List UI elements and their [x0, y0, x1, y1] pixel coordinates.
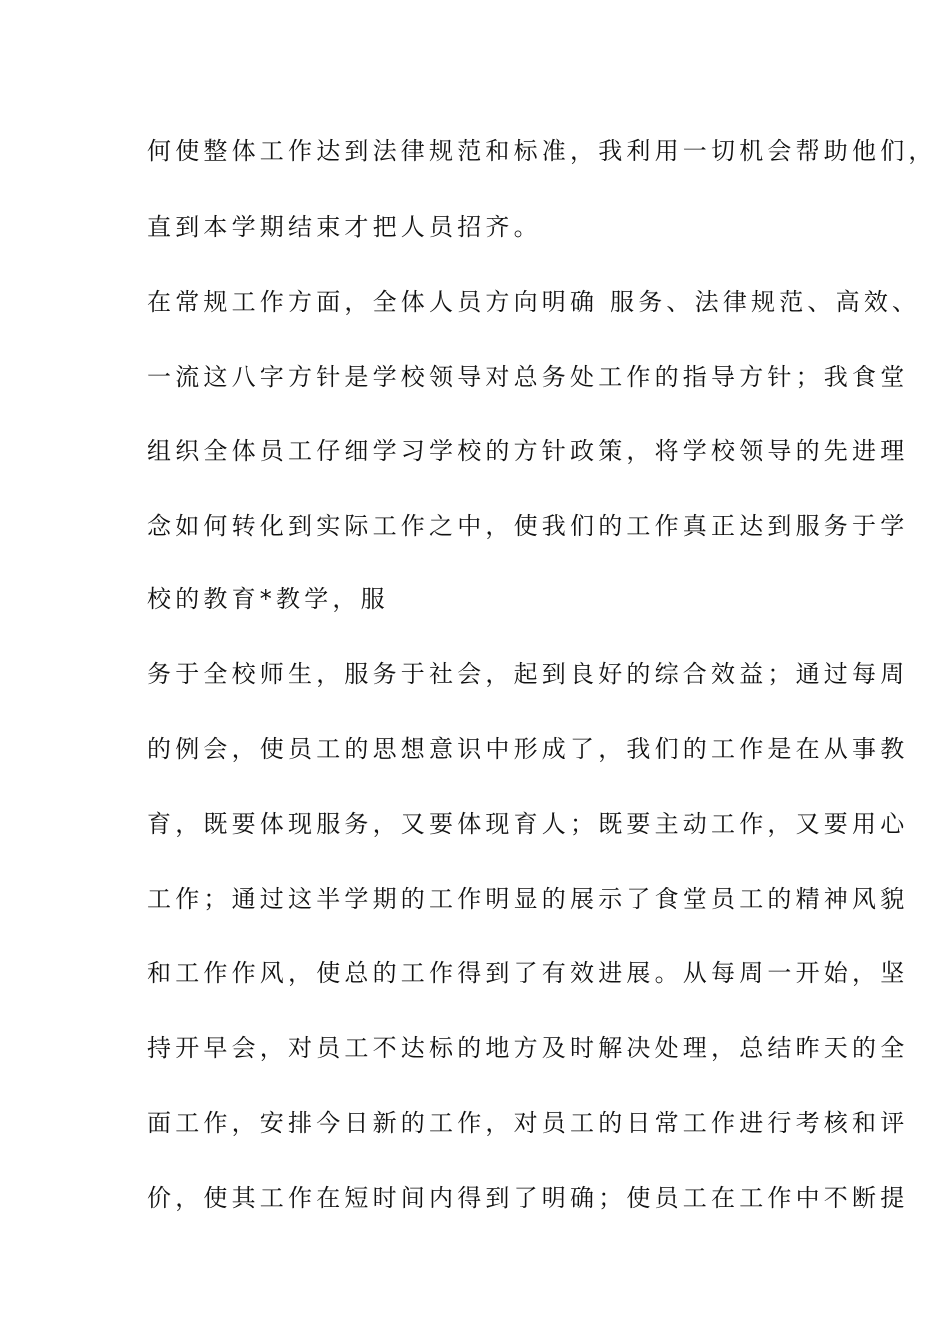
text-line: 直到本学期结束才把人员招齐。: [147, 213, 542, 241]
text-line: 价，使其工作在短时间内得到了明确；使员工在工作中不断提: [147, 1184, 909, 1212]
text-line: 何使整体工作达到法律规范和标准，我利用一切机会帮助他们，: [147, 137, 937, 165]
text-line: 务于全校师生，服务于社会，起到良好的综合效益；通过每周: [147, 660, 909, 688]
text-line: 育，既要体现服务，又要体现育人；既要主动工作，又要用心: [147, 810, 909, 838]
text-line: 面工作，安排今日新的工作，对员工的日常工作进行考核和评: [147, 1109, 909, 1137]
text-line: 在常规工作方面，全体人员方向明确 服务、法律规范、高效、: [147, 288, 921, 316]
text-line: 一流这八字方针是学校领导对总务处工作的指导方针；我食堂: [147, 363, 909, 391]
text-line: 工作；通过这半学期的工作明显的展示了食堂员工的精神风貌: [147, 885, 909, 913]
text-line: 念如何转化到实际工作之中，使我们的工作真正达到服务于学: [147, 512, 909, 540]
text-line: 和工作作风，使总的工作得到了有效进展。从每周一开始，坚: [147, 959, 909, 987]
text-line: 组织全体员工仔细学习学校的方针政策，将学校领导的先进理: [147, 437, 909, 465]
text-line: 的例会，使员工的思想意识中形成了，我们的工作是在从事教: [147, 735, 909, 763]
text-line: 校的教育*教学，服: [147, 585, 389, 613]
text-line: 持开早会，对员工不达标的地方及时解决处理，总结昨天的全: [147, 1034, 909, 1062]
